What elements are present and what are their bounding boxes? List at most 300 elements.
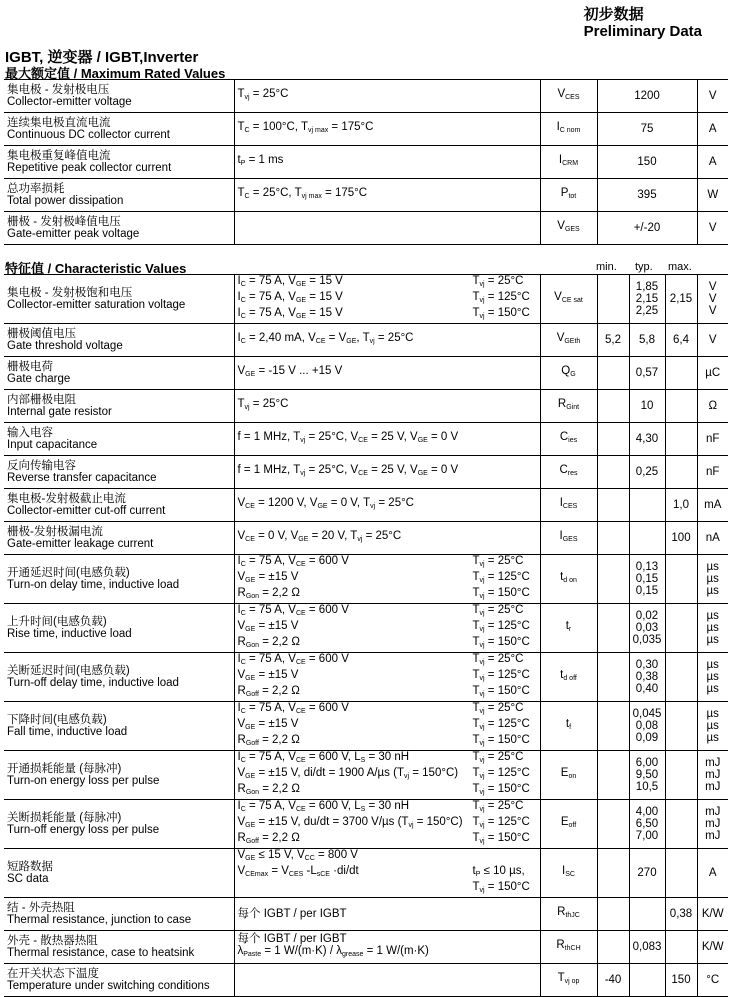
- unit-value: µC: [705, 367, 721, 379]
- typ-value: 4,30: [635, 433, 659, 445]
- condition-temp: $T_{vj} = 25^\circ C$: [472, 555, 524, 568]
- param-typ: [629, 522, 665, 555]
- param-name: [4, 212, 234, 245]
- col-typ-header: typ.: [635, 261, 653, 273]
- param-max: [665, 522, 697, 555]
- condition-temp: $T_{vj} = 150^\circ C$: [472, 685, 530, 698]
- param-unit: [697, 423, 728, 456]
- condition-text: $R_{Goff} = 2,2$ Ω: [237, 734, 300, 747]
- param-name-zh: 栅极 - 发射极峰值电压: [7, 216, 121, 228]
- param-name-en: Gate threshold voltage: [7, 340, 123, 352]
- characteristic-row: [4, 653, 728, 702]
- typ-value: 0,30: [635, 659, 659, 671]
- condition-temp: $T_{vj} = 25^\circ C$: [472, 800, 524, 813]
- condition-text: $I_C = 75$ A, $V_{GE} = 15$ V: [237, 291, 343, 304]
- condition-temp: $T_{vj} = 150^\circ C$: [472, 734, 530, 747]
- param-min: [597, 324, 629, 357]
- param-value: 75: [597, 113, 697, 146]
- condition-text: $I_C = 75$ A, $V_{CE} = 600$ V: [237, 702, 349, 715]
- typ-value: 10: [640, 400, 654, 412]
- param-value: 150: [597, 146, 697, 179]
- param-condition: [234, 489, 540, 522]
- param-symbol: $V_{GEth}$: [540, 324, 597, 357]
- param-unit: [697, 390, 728, 423]
- param-name-zh: 关断损耗能量 (每脉冲): [7, 812, 122, 824]
- typ-value: 2,15: [635, 293, 659, 305]
- typ-value: 0,57: [635, 367, 659, 379]
- param-symbol: $I_{GES}$: [540, 522, 597, 555]
- param-min: [597, 555, 629, 604]
- condition-text: $V_{GE} = \pm 15$ V, di/dt = 1900 A/µs $(T_{vj} = 150^\circ C)$: [237, 767, 459, 780]
- param-condition: [234, 931, 540, 964]
- param-max: [665, 423, 697, 456]
- characteristic-row: [4, 702, 728, 751]
- param-name-zh: 短路数据: [7, 861, 53, 873]
- param-condition: [234, 964, 540, 997]
- param-max: [665, 456, 697, 489]
- max-rated-row: [4, 113, 728, 146]
- param-name-en: Continuous DC collector current: [7, 129, 170, 141]
- param-min: [597, 390, 629, 423]
- typ-value: 0,38: [635, 671, 659, 683]
- param-symbol: $t_r$: [540, 604, 597, 653]
- param-name: [4, 898, 234, 931]
- typ-value: 0,25: [635, 466, 659, 478]
- param-typ: [629, 423, 665, 456]
- unit-value: V: [708, 334, 717, 346]
- param-name-zh: 集电极 - 发射极电压: [7, 84, 110, 96]
- param-unit: A: [697, 146, 728, 179]
- condition-text: $R_{Goff} = 2,2$ Ω: [237, 832, 300, 845]
- unit-value: Ω: [708, 400, 718, 412]
- param-name-zh: 在开关状态下温度: [7, 968, 99, 980]
- unit-value: V: [708, 281, 717, 293]
- unit-value: µs: [706, 708, 719, 720]
- typ-value: 0,15: [635, 573, 659, 585]
- param-name-zh: 栅极-发射极漏电流: [7, 526, 103, 538]
- param-unit: [697, 849, 728, 898]
- param-typ: [629, 390, 665, 423]
- param-symbol: $V_{CES}$: [540, 80, 597, 113]
- typ-value: 10,5: [635, 781, 659, 793]
- param-symbol: $C_{ies}$: [540, 423, 597, 456]
- param-unit: [697, 931, 728, 964]
- param-unit: [697, 800, 728, 849]
- param-name-zh: 开通延迟时间(电感负载): [7, 567, 130, 579]
- condition-text: $I_C = 75$ A, $V_{GE} = 15$ V: [237, 275, 343, 288]
- param-symbol: $P_{tot}$: [540, 179, 597, 212]
- condition-temp: [473, 365, 537, 381]
- param-symbol: $I_{CES}$: [540, 489, 597, 522]
- condition-temp: [473, 398, 537, 414]
- condition-text: $I_C = 75$ A, $V_{GE} = 15$ V: [237, 307, 343, 320]
- unit-value: µs: [706, 561, 719, 573]
- condition-temp: $T_{vj} = 25^\circ C$: [472, 751, 524, 764]
- condition-temp: $t_P \le 10$ µs, $T_{vj} = 150^\circ C$: [472, 865, 530, 894]
- unit-value: A: [708, 867, 717, 879]
- param-value: +/-20: [597, 212, 697, 245]
- unit-value: µs: [706, 671, 719, 683]
- condition-text: $V_{GE} = \pm 15$ V, du/dt = 3700 V/µs $(T_{vj} = 150^\circ C)$: [237, 816, 463, 829]
- condition-text: $R_{Gon} = 2,2$ Ω: [237, 636, 300, 649]
- param-condition: [234, 456, 540, 489]
- condition-temp: $T_{vj} = 150^\circ C$: [472, 783, 530, 796]
- param-condition: [234, 898, 540, 931]
- param-name-en: Fall time, inductive load: [7, 726, 128, 738]
- condition-temp: [473, 908, 537, 920]
- param-name-zh: 下降时间(电感负载): [7, 714, 107, 726]
- param-name: [4, 357, 234, 390]
- param-symbol: $I_{C nom}$: [540, 113, 597, 146]
- param-symbol: $Q_G$: [540, 357, 597, 390]
- condition-temp: [473, 464, 537, 480]
- condition-temp: $T_{vj} = 150^\circ C$: [472, 307, 530, 320]
- characteristic-table: [4, 274, 728, 997]
- param-condition: $T_C = 25^\circ C$, $T_{vj max} = 175^\circ C$: [234, 179, 540, 212]
- param-name-en: Temperature under switching conditions: [7, 980, 210, 992]
- unit-value: mA: [704, 499, 722, 511]
- param-symbol: $V_{CE sat}$: [540, 275, 597, 324]
- param-min: [597, 931, 629, 964]
- param-symbol: $R_{thJC}$: [540, 898, 597, 931]
- param-name-zh: 开通损耗能量 (每脉冲): [7, 763, 122, 775]
- param-unit: [697, 275, 728, 324]
- unit-value: µs: [706, 610, 719, 622]
- typ-value: 6,50: [635, 818, 659, 830]
- param-condition: [234, 390, 540, 423]
- param-typ: [629, 555, 665, 604]
- param-min: [597, 849, 629, 898]
- param-name: [4, 456, 234, 489]
- param-min: [597, 275, 629, 324]
- param-max: [665, 653, 697, 702]
- typ-value: 0,083: [632, 941, 662, 953]
- param-symbol: $R_{Gint}$: [540, 390, 597, 423]
- characteristic-row: [4, 324, 728, 357]
- param-condition: [234, 653, 540, 702]
- typ-value: 0,02: [635, 610, 659, 622]
- param-typ: [629, 800, 665, 849]
- param-min: [597, 898, 629, 931]
- condition-text: $V_{GE} = -15$ V ... +15 V: [237, 365, 343, 378]
- param-condition: [234, 751, 540, 800]
- unit-value: µs: [706, 720, 719, 732]
- max-value: 100: [671, 532, 691, 544]
- param-name: [4, 390, 234, 423]
- param-name: [4, 522, 234, 555]
- condition-temp: [473, 933, 537, 945]
- param-condition: [234, 212, 540, 245]
- condition-temp: $T_{vj} = 25^\circ C$: [472, 275, 524, 288]
- param-symbol: $I_{SC}$: [540, 849, 597, 898]
- characteristic-row: [4, 849, 728, 898]
- param-condition: [234, 522, 540, 555]
- param-symbol: $t_f$: [540, 702, 597, 751]
- param-symbol: $t_{d off}$: [540, 653, 597, 702]
- condition-text: $R_{Gon} = 2,2$ Ω: [237, 587, 300, 600]
- unit-value: nF: [706, 466, 720, 478]
- param-name: [4, 324, 234, 357]
- param-name: [4, 423, 234, 456]
- param-max: [665, 604, 697, 653]
- param-max: [665, 702, 697, 751]
- param-name: [4, 653, 234, 702]
- max-rated-table: [4, 79, 728, 245]
- characteristic-row: [4, 931, 728, 964]
- preliminary-zh: 初步数据: [583, 6, 644, 23]
- param-name: [4, 489, 234, 522]
- param-name-zh: 连续集电极直流电流: [7, 117, 111, 129]
- param-name-en: Total power dissipation: [7, 195, 124, 207]
- param-condition: [234, 800, 540, 849]
- param-max: [665, 751, 697, 800]
- typ-value: 9,50: [635, 769, 659, 781]
- param-name-zh: 结 - 外壳热阻: [7, 902, 75, 914]
- param-unit: V: [697, 80, 728, 113]
- param-name-en: Collector-emitter voltage: [7, 96, 132, 108]
- param-name-en: SC data: [7, 873, 49, 885]
- condition-temp: $T_{vj} = 25^\circ C$: [472, 604, 524, 617]
- param-unit: [697, 522, 728, 555]
- condition-text: f = 1 MHz, $T_{vj} = 25^\circ C$, $V_{CE} = 25$ V, $V_{GE} = 0$ V: [237, 464, 459, 477]
- max-rated-row: [4, 80, 728, 113]
- param-typ: [629, 931, 665, 964]
- param-name-zh: 上升时间(电感负载): [7, 616, 107, 628]
- condition-temp: $T_{vj} = 125^\circ C$: [472, 718, 530, 731]
- param-name-en: Internal gate resistor: [7, 406, 112, 418]
- unit-value: nA: [705, 532, 720, 544]
- unit-value: V: [708, 305, 717, 317]
- param-max: [665, 964, 697, 997]
- condition-temp: $T_{vj} = 25^\circ C$: [472, 702, 524, 715]
- param-min: [597, 702, 629, 751]
- typ-value: 0,03: [635, 622, 659, 634]
- param-value: 1200: [597, 80, 697, 113]
- param-name: [4, 849, 234, 898]
- param-name-en: Repetitive peak collector current: [7, 162, 172, 174]
- max-value: 2,15: [669, 293, 693, 305]
- unit-value: mJ: [705, 818, 721, 830]
- param-name-en: Rise time, inductive load: [7, 628, 132, 640]
- unit-value: µs: [706, 585, 719, 597]
- max-rated-row: [4, 212, 728, 245]
- characteristic-row: [4, 423, 728, 456]
- unit-value: mJ: [705, 757, 721, 769]
- max-rated-row: [4, 179, 728, 212]
- characteristic-row: [4, 604, 728, 653]
- param-min: [597, 357, 629, 390]
- condition-temp: $T_{vj} = 125^\circ C$: [472, 571, 530, 584]
- param-name: [4, 555, 234, 604]
- param-unit: V: [697, 212, 728, 245]
- preliminary-en: Preliminary Data: [583, 23, 702, 40]
- condition-text: $I_C = 75$ A, $V_{CE} = 600$ V: [237, 653, 349, 666]
- condition-text: $V_{CE} = 1200$ V, $V_{GE} = 0$ V, $T_{vj} = 25^\circ C$: [237, 497, 414, 510]
- characteristic-row: [4, 751, 728, 800]
- unit-value: µs: [706, 622, 719, 634]
- param-symbol: $t_{d on}$: [540, 555, 597, 604]
- unit-value: µs: [706, 732, 719, 744]
- param-typ: [629, 653, 665, 702]
- param-name-en: Gate charge: [7, 373, 71, 385]
- param-name-zh: 总功率损耗: [7, 183, 65, 195]
- param-name: [4, 179, 234, 212]
- characteristic-row: [4, 800, 728, 849]
- section-max-rated-title: 最大额定值 / Maximum Rated Values: [5, 66, 226, 81]
- characteristic-row: [4, 456, 728, 489]
- unit-value: nF: [706, 433, 720, 445]
- param-condition: [234, 275, 540, 324]
- param-max: [665, 898, 697, 931]
- param-max: [665, 489, 697, 522]
- param-min: [597, 423, 629, 456]
- param-name-en: Reverse transfer capacitance: [7, 472, 157, 484]
- param-name-en: Collector-emitter saturation voltage: [7, 299, 186, 311]
- unit-value: µs: [706, 683, 719, 695]
- param-max: [665, 800, 697, 849]
- param-name-zh: 集电极-发射极截止电流: [7, 493, 126, 505]
- param-min: [597, 964, 629, 997]
- param-symbol: $R_{thCH}$: [540, 931, 597, 964]
- param-name-en: Collector-emitter cut-off current: [7, 505, 166, 517]
- param-typ: [629, 604, 665, 653]
- param-typ: [629, 275, 665, 324]
- condition-text: 每个 IGBT / per IGBT: [237, 908, 347, 920]
- typ-value: 0,40: [635, 683, 659, 695]
- param-unit: [697, 555, 728, 604]
- param-typ: [629, 849, 665, 898]
- param-name: [4, 751, 234, 800]
- param-unit: [697, 898, 728, 931]
- param-name-zh: 关断延迟时间(电感负载): [7, 665, 130, 677]
- param-name: [4, 146, 234, 179]
- col-max-header: max.: [668, 261, 692, 273]
- param-name-zh: 输入电容: [7, 427, 53, 439]
- typ-value: 270: [637, 867, 657, 879]
- unit-value: K/W: [701, 941, 724, 953]
- condition-text: $V_{GE} = \pm 15$ V: [237, 718, 299, 731]
- min-value: 5,2: [605, 334, 621, 346]
- max-value: 1,0: [673, 499, 689, 511]
- unit-value: mJ: [705, 806, 721, 818]
- param-symbol: $E_{off}$: [540, 800, 597, 849]
- param-typ: [629, 489, 665, 522]
- param-name-zh: 集电极 - 发射极饱和电压: [7, 287, 133, 299]
- max-value: 0,38: [669, 908, 693, 920]
- unit-value: V: [708, 293, 717, 305]
- param-unit: [697, 702, 728, 751]
- param-symbol: $C_{res}$: [540, 456, 597, 489]
- preliminary-data-label: [584, 6, 702, 40]
- param-name: [4, 702, 234, 751]
- param-min: [597, 456, 629, 489]
- param-condition: [234, 555, 540, 604]
- param-unit: [697, 489, 728, 522]
- param-name-en: Turn-on energy loss per pulse: [7, 775, 160, 787]
- param-typ: [629, 751, 665, 800]
- param-condition: [234, 357, 540, 390]
- condition-text: $T_{vj} = 25^\circ C$: [237, 398, 289, 411]
- condition-temp: $T_{vj} = 125^\circ C$: [472, 620, 530, 633]
- condition-text: $V_{GE} = \pm 15$ V: [237, 669, 299, 682]
- param-name: [4, 80, 234, 113]
- param-typ: [629, 357, 665, 390]
- condition-temp: [473, 530, 537, 546]
- param-name-zh: 内部栅极电阻: [7, 394, 76, 406]
- typ-value: 1,85: [635, 281, 659, 293]
- param-unit: [697, 324, 728, 357]
- param-unit: [697, 357, 728, 390]
- param-symbol: $T_{vj op}$: [540, 964, 597, 997]
- param-unit: [697, 964, 728, 997]
- typ-value: 0,15: [635, 585, 659, 597]
- unit-value: µs: [706, 634, 719, 646]
- param-condition: [234, 702, 540, 751]
- param-typ: [629, 702, 665, 751]
- unit-value: µs: [706, 659, 719, 671]
- param-max: [665, 357, 697, 390]
- param-name-en: Gate-emitter leakage current: [7, 538, 154, 550]
- param-name-en: Thermal resistance, junction to case: [7, 914, 192, 926]
- param-unit: [697, 653, 728, 702]
- param-condition: $T_C = 100^\circ C$, $T_{vj max} = 175^\circ C$: [234, 113, 540, 146]
- characteristic-row: [4, 522, 728, 555]
- unit-value: mJ: [705, 830, 721, 842]
- param-name: [4, 604, 234, 653]
- condition-text: $I_C = 2,40$ mA, $V_{CE} = V_{GE}$, $T_{vj} = 25^\circ C$: [237, 332, 414, 345]
- typ-value: 0,09: [635, 732, 659, 744]
- param-unit: A: [697, 113, 728, 146]
- typ-value: 0,035: [632, 634, 662, 646]
- param-min: [597, 751, 629, 800]
- section-characteristic-title: 特征值 / Characteristic Values: [5, 261, 187, 276]
- condition-text: $I_C = 75$ A, $V_{CE} = 600$ V, $L_S = 30$ nH: [237, 800, 410, 813]
- typ-value: 5,8: [639, 334, 655, 346]
- typ-value: 0,045: [632, 708, 662, 720]
- unit-value: °C: [706, 974, 720, 986]
- param-name: [4, 800, 234, 849]
- condition-temp: $T_{vj} = 25^\circ C$: [472, 653, 524, 666]
- characteristic-row: [4, 275, 728, 324]
- condition-temp: $T_{vj} = 125^\circ C$: [472, 669, 530, 682]
- param-max: [665, 555, 697, 604]
- param-name-zh: 反向传输电容: [7, 460, 76, 472]
- condition-text: $R_{Gon} = 2,2$ Ω: [237, 783, 300, 796]
- param-name-zh: 栅极电荷: [7, 361, 53, 373]
- condition-temp: [473, 497, 537, 513]
- param-name-en: Turn-off delay time, inductive load: [7, 677, 179, 689]
- param-unit: [697, 751, 728, 800]
- condition-temp: $T_{vj} = 125^\circ C$: [472, 767, 530, 780]
- param-max: [665, 324, 697, 357]
- param-condition: [234, 324, 540, 357]
- typ-value: 7,00: [635, 830, 659, 842]
- condition-text: $I_C = 75$ A, $V_{CE} = 600$ V: [237, 604, 349, 617]
- condition-temp: $T_{vj} = 150^\circ C$: [472, 587, 530, 600]
- characteristic-row: [4, 555, 728, 604]
- param-name: [4, 931, 234, 964]
- characteristic-row: [4, 357, 728, 390]
- condition-temp: $T_{vj} = 150^\circ C$: [472, 636, 530, 649]
- param-max: [665, 931, 697, 964]
- condition-temp: [473, 945, 537, 961]
- param-condition: $t_P = 1$ ms: [234, 146, 540, 179]
- condition-text: $V_{GE} = \pm 15$ V: [237, 620, 299, 633]
- param-max: [665, 390, 697, 423]
- condition-temp: [473, 431, 537, 447]
- param-name-en: Gate-emitter peak voltage: [7, 228, 140, 240]
- condition-text: f = 1 MHz, $T_{vj} = 25^\circ C$, $V_{CE} = 25$ V, $V_{GE} = 0$ V: [237, 431, 459, 444]
